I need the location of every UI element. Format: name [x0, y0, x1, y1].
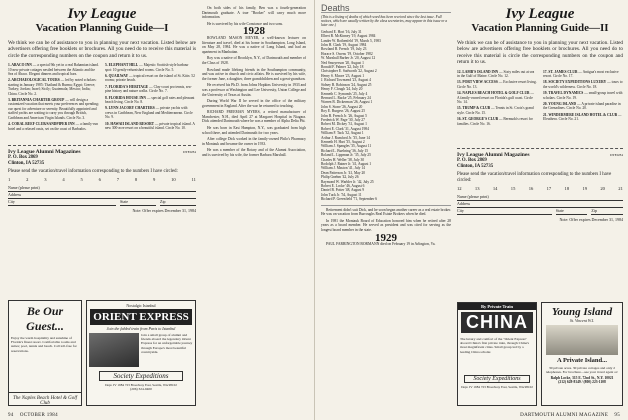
coupon-one-addr2: Clinton, IA 52735 — [8, 161, 45, 167]
death-entry: Ronald F. Palmer '22, July 18 — [321, 65, 364, 70]
list-item: 5. ELEPHANT HILL — Majestic Scottish-style harbour spot: 10 gently-refurnished rooms. Circle No. 5. — [105, 63, 189, 72]
death-entry: Daniel B. Potter '48, August 9 — [321, 188, 365, 193]
coupon-number[interactable]: 14 — [492, 185, 498, 191]
island-illustration — [546, 325, 618, 355]
death-entry: Richard P. Greenfield '71, September 6 — [321, 197, 378, 202]
class-notes-column — [202, 6, 306, 288]
coupon-one-instructions: Please send the vacation/travel information corresponding to the numbers I have circled: — [8, 169, 178, 175]
vacation-guide-two — [457, 6, 623, 223]
deaths-column — [321, 3, 451, 249]
coupon-two-addr1: P. O. Box 2869 — [457, 157, 487, 163]
death-entry: Robert E. Clark '31, August 1984 — [321, 126, 369, 131]
footer-left — [8, 413, 58, 418]
guide-two-list — [457, 70, 623, 144]
paragraph: Roy was a native of Brooklyn, N.Y., of Dartmouth and member of the Class of 1928. — [202, 56, 306, 65]
death-entry: Henry F. Clough '24, July 20 — [321, 87, 363, 92]
coupon-number[interactable]: 1 — [8, 177, 11, 183]
coupon-number[interactable]: 10 — [171, 177, 176, 183]
china-top: By Private Train — [458, 303, 536, 310]
be-our-guest-ad — [8, 300, 82, 406]
paragraph: He was born in East Hampton, N.Y., was graduated from high school there, and attended Dartmouth for two years. — [202, 126, 306, 135]
city-field[interactable]: City — [8, 199, 116, 206]
list-item: 20. YOUNG ISLAND — A private island paradise in the Grenadines. Circle No. 20. — [543, 102, 621, 111]
coupon-number[interactable]: 15 — [510, 185, 516, 191]
coupon-one-code: DTE0/84 — [182, 150, 196, 155]
death-entry: Philip Gnehm '42, July 26 — [321, 175, 359, 180]
coupon-number[interactable]: 18 — [564, 185, 570, 191]
china-society-logo: Society Expeditions — [464, 375, 530, 383]
death-entry: Robert E. Locke '46, August 6 — [321, 184, 365, 189]
death-entry: Kenneth H. Hart '35, August 2 — [321, 139, 365, 144]
coupon-number[interactable]: 4 — [62, 177, 65, 183]
coupon-one-numbers — [8, 177, 196, 183]
name-field[interactable]: Name (please print) — [457, 194, 623, 201]
coupon-two-instructions: Please send the vacation/travel information corresponding to the numbers I have circled: — [457, 171, 612, 183]
death-entry: Raymond W. Warbler Jr. '42, July 25 — [321, 179, 374, 184]
orient-express-ad — [86, 300, 196, 406]
paragraph: After college Dick worked in the family-owned Philo's Pharmacy in Montauk and became the owner in 1933. — [202, 137, 306, 146]
coupon-number[interactable]: 21 — [618, 185, 623, 191]
coupon-number[interactable]: 12 — [457, 185, 462, 191]
zip-field[interactable]: Zip — [591, 208, 623, 215]
coupon-number[interactable]: 19 — [582, 185, 588, 191]
death-entry: John B. French Jr. '26, August 5 — [321, 113, 367, 118]
coupon-number[interactable]: 5 — [80, 177, 83, 183]
death-entry: J. Richard Townsend '23, August 4 — [321, 78, 371, 83]
young-island-contact: Ralph Locke, 315 E. 72nd St., N.Y. 10021 — [550, 376, 614, 381]
notes-survived: He is survived by his wife Constance and two sons. — [207, 21, 283, 26]
list-item: 19. TRAVEL DYNAMICS — small-group travel with scholars. Circle No. 19. — [543, 91, 623, 100]
magazine-name: DARTMOUTH ALUMNI MAGAZINE — [520, 413, 609, 418]
young-island-body: 30 private acres. 30 private cottages and only 2 telephones. For brochure—see your travel agent or: — [545, 366, 619, 375]
death-entry: Arthur J. Rumford Jr. '35, June 14 — [321, 135, 370, 140]
name-field[interactable]: Name (please print) — [8, 185, 196, 192]
coupon-one-offer: Note: Offer expires December 31, 1984 — [132, 208, 196, 214]
class-year-1928: 1928 — [243, 25, 265, 38]
coupon-two-addr2: Clinton, IA 52735 — [457, 163, 494, 169]
society-phone: (206) 324-9400 — [130, 387, 152, 391]
list-item: 6. QUAILWAY — tropical resort on the island of St. Kitts: 52 rooms; private beach. — [105, 74, 195, 83]
death-entry: Bernard L. Racke '25, February 24 — [321, 95, 371, 100]
coupon-two-name: Ivy League Alumni Magazines — [457, 151, 530, 158]
young-island-ad — [541, 302, 623, 406]
coupon-number[interactable]: 9 — [153, 177, 156, 183]
issue-date: OCTOBER 1984 — [19, 413, 58, 418]
list-item: 4. CORAL REEF CLUB/SANDPIPER INN — a family-run hotel and a relaxed oasis, set on the coast of Barbados. — [8, 122, 98, 131]
coupon-number[interactable]: 11 — [191, 177, 196, 183]
guide-one-title: Ivy League — [67, 6, 137, 22]
death-entry: Lander W. Rothenfeld '19, March 5, 1983 — [321, 38, 381, 43]
paragraph: He was a member of the Rotary and of the Alumni Association, and is survived by his wife, the former Barbara Marshall. — [202, 148, 306, 158]
coupon-two-offer: Note: Offer expires December 31, 1984 — [559, 216, 623, 222]
coupon-one — [8, 145, 196, 214]
coupon-number[interactable]: 3 — [44, 177, 47, 183]
paragraph: He received his Ph.D. from Johns Hopkins University in 1933 and was a professor at Washington and Lee University, Union College and the University of Texas at Austin. — [202, 83, 306, 97]
paragraph: Rowland made lifelong friends in the Southampton community, and was active in church and civic affairs. He is survived by his wife, the former Jane, a daughter, three grandchildren and a great-grandson. — [202, 67, 306, 81]
class-1928-body — [202, 36, 306, 288]
state-field[interactable]: State — [556, 208, 588, 215]
paragraph: ROWLAND MASON MEYER, a well-known lecturer on literature and travel, died at his home in Southampton, Long Island, on May 28, 1984. He was a native of Long Island, and had an apartment in Manhattan. — [202, 35, 306, 54]
guide-two-subtitle: Vacation Planning Guide—II — [471, 22, 609, 34]
be-our-guest-title: Be Our Guest... — [26, 304, 64, 333]
paragraph: During World War II he served in the office of the military government in England. After the war he returned to teaching. — [202, 99, 306, 108]
society-logo: Society Expeditions — [99, 371, 183, 381]
list-item: 1. ABACO INN — a special 9th yet in a real Bahamian island. 10 new private cottages nestled between the Atlantic and the Sea of Abaco. Elegant dinners and tropical bars. — [8, 63, 99, 77]
coupon-number[interactable]: 17 — [546, 185, 552, 191]
death-entry: John Tuck Jr. '54, August 11 — [321, 192, 362, 197]
death-entry: Sidney B. Robinson '24, August 25 — [321, 82, 372, 87]
state-field[interactable]: State — [120, 199, 156, 206]
vacation-guide-one — [8, 6, 196, 214]
page-number: 95 — [614, 413, 620, 418]
death-entry: William F. Tack '32, August 1 — [321, 131, 364, 136]
guide-one-intro: We think we can be of assistance to you in planning your next vacation. Listed below are advertisers offering free booklets or brochures. All you need do to receive this material is circle the corresponding numbers on the coupon and return it to us. — [8, 40, 196, 59]
death-entry: Rowland B. French '19, July 23 — [321, 47, 367, 52]
death-entry: Elbert B. McKinney '19, August 1984 — [321, 34, 376, 39]
death-entry: Rodolph J. Ratner Jr. '41, August 1 — [321, 162, 372, 166]
deaths-list — [321, 30, 451, 202]
retirement-paragraph-2: In 1981 the Montauk Board of Education honored him when he retired after 28 years as a board member. He served as president and was cited for serving as the longest board member in the state. — [321, 218, 451, 233]
guide-one-list — [8, 63, 196, 141]
death-entry: Ned Smoyerson '20, August 1 — [321, 60, 364, 65]
young-island-headline: A Private Island... — [556, 357, 608, 364]
address-field[interactable]: Address — [457, 201, 623, 208]
death-entry: John S. Stone '26, August 20 — [321, 104, 363, 109]
class-1929-body: PAUL FARRINGTON BORMANN died on February 19 in Arlington, Va. — [326, 242, 436, 247]
naples-logo: The Naples Beach Hotel & Golf Club — [9, 392, 81, 406]
coupon-two-code: DTE0/84 — [609, 152, 623, 157]
list-item: 7. FLORIDA'S HERITAGE — Clay-court pro tennis, sea-pine history and nature walks. Circle No. 7. — [105, 84, 192, 94]
orient-body: Join a small group of alumni and friends aboard the legendary Orient Express for an unforgettable journey through Europe's most beautiful countryside. — [141, 333, 193, 354]
city-field[interactable]: City — [457, 208, 552, 215]
death-entry: Henry S. Moore '23, August 1 — [321, 73, 365, 78]
list-item: 13. PORT VIEW ACCESS — Exclusive resort living. Circle No. 13. — [457, 80, 537, 89]
china-address: Dept. IV 1984 723 Broadway East, Seattle, WA 98102 — [461, 385, 533, 389]
list-item: 3. BRITANNIA CHARTER GROUP — will design a customized vacation that meets your preferences and spending; our quest for adventure or serenity. Beautifully appointed and staffed yachts are waiting to carry you through British, Caribbean and American Virgin Islands. Circle No. 3. — [8, 98, 99, 120]
list-item: 8. FLORIDA HOUSE INN — special golf rates and pleasant beach living. Circle No. 8. — [105, 95, 195, 105]
coupon-two-numbers — [457, 186, 623, 192]
coupon-one-addr1: P. O. Box 2869 — [8, 155, 38, 161]
death-entry: Horace S. Owens '19, October 1982 — [321, 51, 373, 56]
coupon-number[interactable]: 8 — [134, 177, 138, 183]
address-field[interactable]: Address — [8, 192, 196, 199]
society-address: Dept. IV 1984 723 Broadway East, Seattle, WA 98102 — [105, 383, 177, 387]
class-year-1929: 1929 — [375, 231, 397, 244]
china-title: CHINA — [461, 312, 533, 333]
list-item: 14. NAPLES BEACH HOTEL & GOLF CLUB — A family-owned resort on Florida's gulf coast. Circle No. 14. — [457, 91, 534, 105]
coupon-number[interactable]: 2 — [26, 177, 29, 183]
coupon-number[interactable]: 7 — [116, 177, 120, 183]
death-entry: Roland L. Lippman Jr. '35, July 25 — [321, 153, 371, 158]
coupon-two — [457, 148, 623, 223]
china-ad — [457, 302, 537, 406]
notes-intro: On both sides of his family, Ben was a fourth-generation Dartmouth graduate. A true "Booker" will carry much more information. — [202, 6, 306, 20]
be-our-guest-body: Enjoy the warm hospitality and sunshine of Florida's finest resort. Comfortable rooms and suites; pool, tennis and beach. Call toll-free for reservations. — [11, 336, 77, 353]
death-entry: Gerhard E. Hort '16, July 31 — [321, 29, 362, 34]
deaths-heading: Deaths — [321, 6, 451, 13]
orient-title: ORIENT EXPRESS — [90, 309, 192, 325]
young-island-sub: St. Vincent W.I. — [569, 318, 595, 323]
guide-two-title: Ivy League — [505, 6, 575, 22]
orient-top: Nostalgic Istanbul — [126, 303, 156, 308]
coupon-number[interactable]: 20 — [600, 185, 605, 191]
coupon-number[interactable]: 6 — [98, 177, 101, 183]
list-item: 18. SOCIETY EXPEDITIONS LUXURY — tours to the world's wilderness. Circle No. 18. — [543, 80, 623, 89]
page-number: 94 — [8, 413, 14, 418]
list-item: 15. TRUMP & CLUB — Tennis in St. Croix's grand style. Circle No. 15. — [457, 106, 534, 115]
coupon-number[interactable]: 16 — [528, 185, 534, 191]
death-entry: John H. Clark '19, August 1984 — [321, 43, 367, 48]
guide-one-subtitle: Vacation Planning Guide—I — [35, 22, 169, 34]
coupon-number[interactable]: 13 — [474, 185, 480, 191]
list-item: 12. LAMB'S ISLAND INN — Sixty miles out at sea in the Gulf of Maine. Circle No. 12. — [457, 69, 535, 79]
death-entry: William J. Maston '41, July 14 — [321, 166, 365, 171]
death-entry: Richard L. Buehring '36, July 15 — [321, 148, 369, 153]
zip-field[interactable]: Zip — [160, 199, 196, 206]
right-page — [314, 0, 628, 420]
death-entry: Roy E. Burgess '26, August 25 — [321, 109, 366, 114]
death-entry: Dean Patterson Jr. '41, May 20 — [321, 170, 366, 175]
deaths-note: (This is a listing of deaths of which word has been received since the last issue. Full notices, which are usually written by the class secretaries, may appear in this issue or a later one.) — [321, 14, 448, 28]
list-item: 9. LYNN JACOBY CHARTERS — private yachts with crews in Caribbean, New England and Mediterranean. Circle No. 9. — [105, 106, 193, 120]
guide-two-intro: We think we can be of assistance to you in planning your next vacation. Listed below are advertisers offering free booklets or brochures. All you need do to receive this material is circle the corresponding numbers on the coupon and return it to us. — [457, 40, 623, 66]
orient-subtitle: Join the fabled train from Paris to Istanbul — [106, 326, 176, 331]
retirement-paragraph: Retirement didn't suit Dick, and he soon began another career as a real estate broker. He was on vacation from Burroughs Real Estate Brokers when he died. — [321, 207, 451, 217]
footer-right — [520, 413, 620, 418]
death-entry: Frederick W. Page '30, July 27 — [321, 117, 365, 122]
china-body: The luxury and comfort of the "Orient Express" aboard China's first private train, through China's most magnificent cities. Small group led by a leading China scholar. — [460, 337, 530, 354]
death-entry: Kenneth C. Symonds '25, July 4 — [321, 91, 368, 96]
coupon-one-name: Ivy League Alumni Magazines — [8, 149, 81, 156]
death-entry: Charles H. Weller '38, July 30 — [321, 157, 365, 162]
young-island-phone: (212) 628-8149 / (800) 223-1108 — [558, 380, 606, 385]
death-entry: William J. Spangles '35, August 11 — [321, 144, 372, 149]
list-item: 17. ST. JAMES CLUB — Antigua's most exclusive resort. Circle No. 17. — [543, 69, 619, 79]
train-photo — [89, 333, 139, 367]
death-entry: Christopher E. Sudworth '22, August 2 — [321, 69, 377, 74]
death-entry: Robert M. Dickey '31, August 1 — [321, 122, 367, 127]
death-entry: W. Marshall Barber Jr. '20, August 12 — [321, 56, 376, 61]
list-item: 16. ST. GEORGE'S CLUB — Bermuda's resort for families. Circle No. 16. — [457, 117, 533, 126]
young-island-title: Young Island — [551, 306, 613, 318]
paragraph: RICHARD FREEMAN MYERS, a retired manufacturer of Manchester, N.H., died April 27 at Margaret Hospital in Niagara. Dick attended Dartmouth where he was a member of Alpha Delta Phi. — [202, 110, 306, 124]
list-item: 21. WINDERMERE ISLAND HOTEL & CLUB — Eleuthera. Circle No. 21. — [543, 112, 622, 122]
list-item: 2. ARCHAEOLOGICAL TOURS — led by noted scholars: starting in January 1985: Thailand & Burma; Egypt; Greece; Turkey; Jordan; Israel; Sicily; Guatemala; Mexico; India; China. Circle No. 2. — [8, 78, 97, 96]
death-entry: Warren B. Dickerman '26, August 1 — [321, 100, 373, 105]
list-item: 10. HAWAII ISLAND RESORT — private tropical island. A new 300-acre resort on a beautiful island. Circle No. 10. — [105, 121, 195, 131]
